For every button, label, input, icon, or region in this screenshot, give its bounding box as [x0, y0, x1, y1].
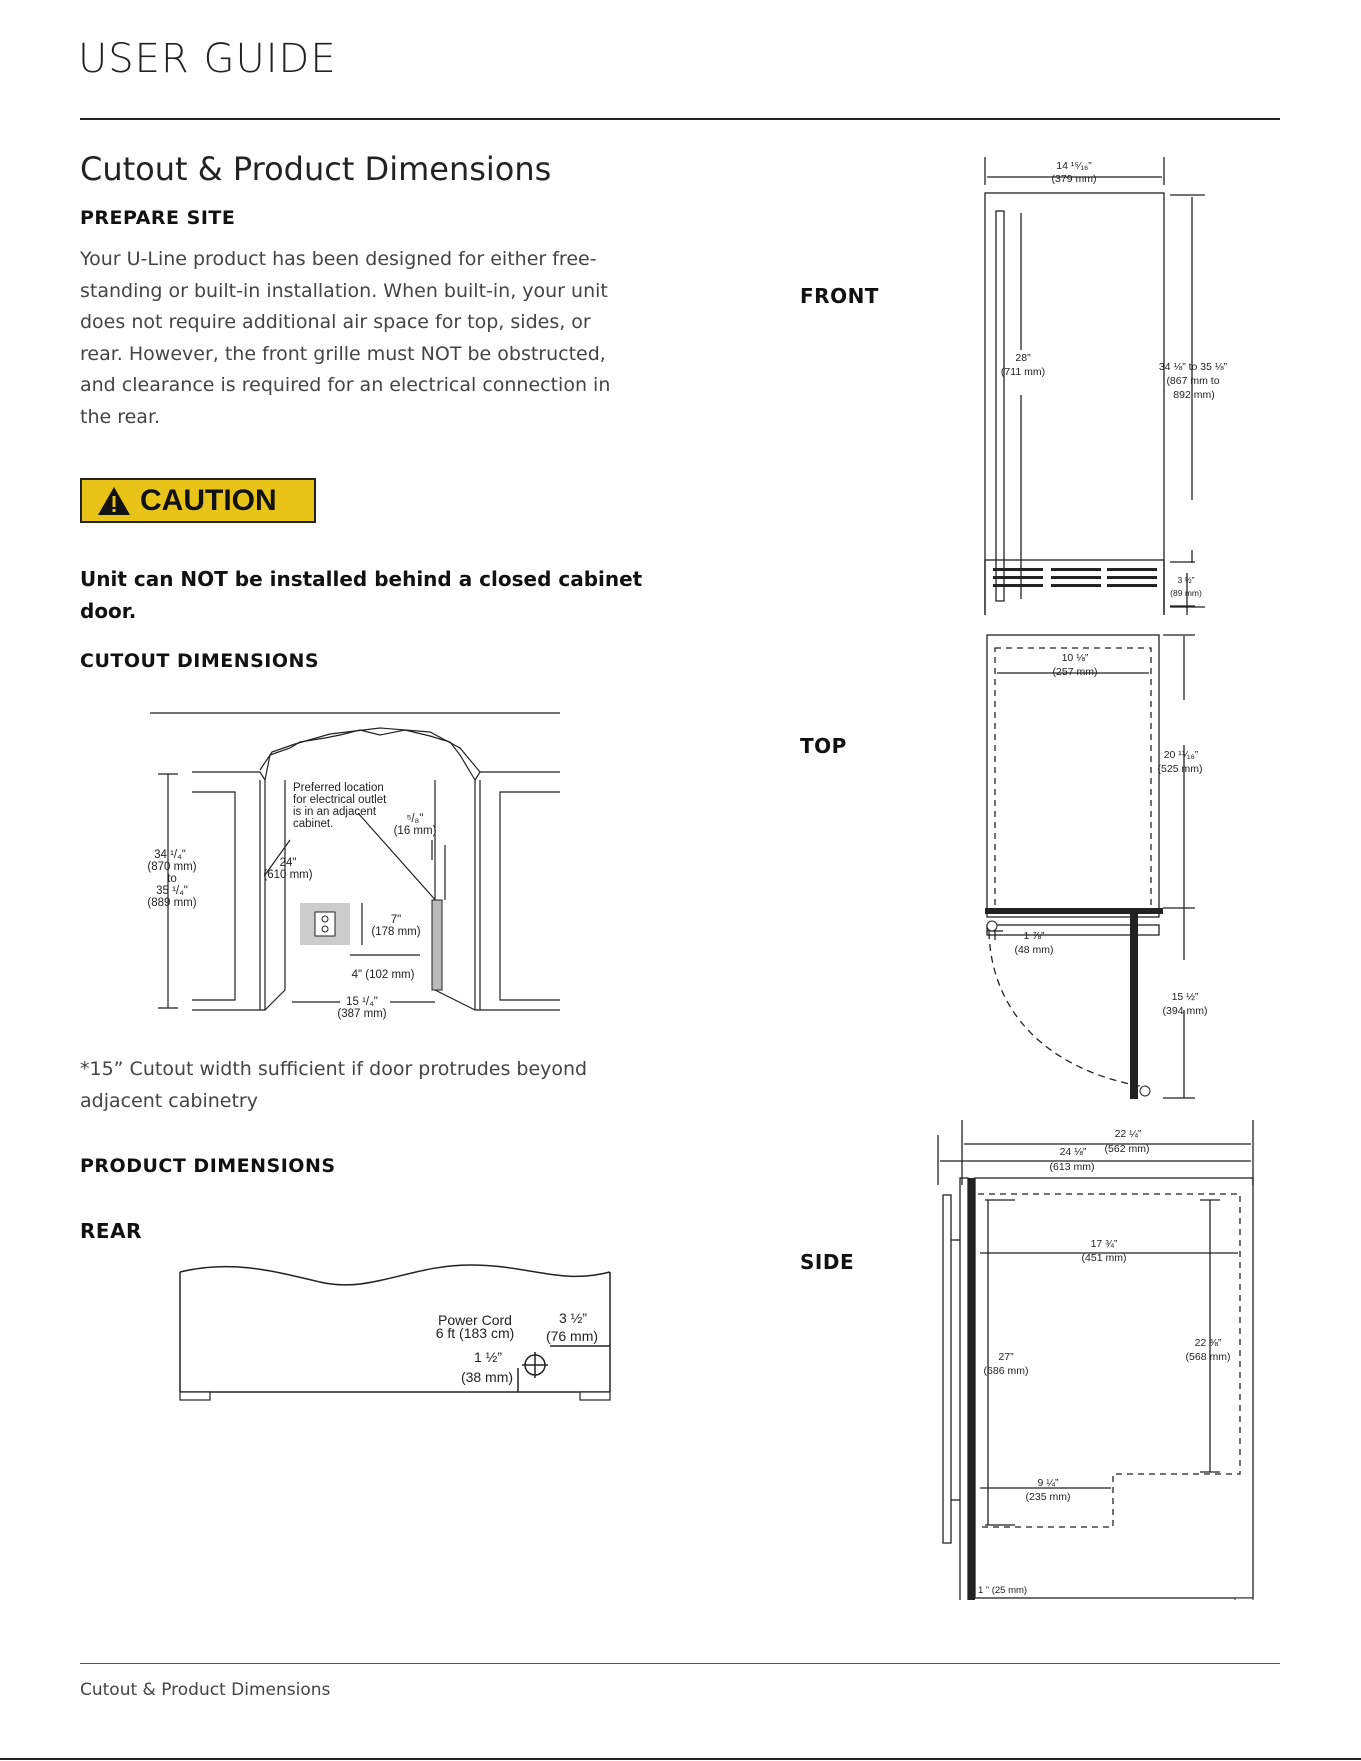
outlet-height-text: (178 mm)	[371, 926, 421, 938]
top-hinge-text: (48 mm)	[1014, 944, 1054, 956]
prepare-site-paragraph	[80, 244, 620, 433]
caution-message-line: door.	[80, 599, 137, 623]
paragraph-line: rear. However, the front grille must NOT be obstructed,	[80, 342, 606, 365]
rear-view-diagram	[170, 1260, 620, 1410]
rear-height-text: 1 ½”	[473, 1349, 503, 1365]
footer-text: Cutout & Product Dimensions	[80, 1680, 331, 1700]
front-height-text: 34 ⅛” to 35 ⅛”	[1158, 361, 1228, 373]
front-handle-text: (711 mm)	[1000, 366, 1046, 378]
caution-banner	[80, 478, 316, 523]
warning-triangle-icon	[96, 485, 132, 517]
paragraph-line: the rear.	[80, 405, 161, 428]
power-cord-text: Power Cord	[438, 1312, 512, 1328]
cutout-height-text: 34 ¹/₄"	[154, 849, 186, 861]
paragraph-line: Your U-Line product has been designed for either free-	[80, 248, 597, 270]
side-depth-text: 22 ¼”	[1114, 1128, 1142, 1140]
front-height-text: 892 mm)	[1173, 389, 1215, 401]
front-width-text: (379 mm)	[1051, 173, 1097, 185]
header-divider	[80, 118, 1280, 120]
side-step-text: 9 ¼”	[1037, 1477, 1059, 1489]
footnote-line: *15” Cutout width sufficient if door protrudes beyond	[80, 1058, 588, 1080]
side-inner-width-text: 17 ¾”	[1090, 1238, 1118, 1250]
outlet-width-text: 4" (102 mm)	[351, 969, 415, 981]
outlet-note-text: is in an adjacent	[293, 806, 377, 818]
side-label: SIDE	[800, 1250, 855, 1274]
front-view-diagram	[975, 155, 1235, 615]
side-inner-height-text: (568 mm)	[1185, 1351, 1231, 1363]
top-swing-text: 15 ½”	[1171, 991, 1199, 1003]
prepare-site-heading: PREPARE SITE	[80, 207, 236, 229]
cutout-width-text: 15 ¹/₄"	[346, 996, 378, 1008]
paragraph-line: standing or built-in installation. When built-in, your unit	[80, 279, 608, 302]
top-label: TOP	[800, 734, 847, 758]
page-edge-rule	[0, 1758, 1361, 1760]
cutout-footnote	[80, 1054, 620, 1117]
power-cord-text: 6 ft (183 cm)	[435, 1325, 515, 1341]
side-depth-text: 24 ⅛”	[1059, 1146, 1087, 1158]
cutout-height-text: 35 ¹/₄"	[156, 885, 188, 897]
caution-message-line: Unit can NOT be installed behind a closed cabinet	[80, 567, 643, 591]
section-title: Cutout & Product Dimensions	[80, 150, 552, 188]
top-swing-text: (394 mm)	[1162, 1005, 1208, 1017]
caution-message	[80, 563, 660, 627]
cutout-height-text: to	[167, 873, 177, 885]
top-inner-text: (257 mm)	[1052, 666, 1098, 678]
cutout-width-text: (387 mm)	[337, 1008, 387, 1020]
outlet-note-text: Preferred location	[293, 782, 384, 794]
page-header-title: USER GUIDE	[78, 36, 337, 82]
front-height-text: (867 mm to	[1166, 375, 1220, 387]
outlet-note-text: for electrical outlet	[293, 794, 387, 806]
cutout-heading: CUTOUT DIMENSIONS	[80, 650, 320, 672]
top-hinge-text: 1 ⅞”	[1023, 930, 1045, 942]
footer-divider	[80, 1663, 1280, 1664]
cutout-depth-text: 24"	[279, 857, 297, 869]
top-depth-text: 20 ¹¹⁄₁₆”	[1163, 749, 1199, 761]
front-grille-text: 3 ½”	[1177, 575, 1195, 585]
cutout-height-text: (889 mm)	[147, 897, 197, 909]
side-door-text: 1 ” (25 mm)	[978, 1585, 1028, 1596]
gap-text: ⁵/₈"	[406, 813, 424, 825]
rear-height-text: (38 mm)	[460, 1369, 514, 1385]
cutout-diagram	[130, 700, 570, 1030]
front-label: FRONT	[800, 284, 879, 308]
side-step-text: (235 mm)	[1025, 1491, 1071, 1503]
product-dimensions-heading: PRODUCT DIMENSIONS	[80, 1155, 336, 1177]
cutout-height-text: (870 mm)	[147, 861, 197, 873]
side-view-diagram	[930, 1110, 1260, 1600]
side-inner-width-text: (451 mm)	[1081, 1252, 1127, 1264]
side-left-height-text: (686 mm)	[983, 1365, 1029, 1377]
outlet-height-text: 7"	[390, 914, 402, 926]
cutout-depth-text: (610 mm)	[263, 869, 313, 881]
caution-label: CAUTION	[140, 483, 277, 517]
side-depth-text: (613 mm)	[1049, 1161, 1095, 1173]
side-depth-text: (562 mm)	[1104, 1143, 1150, 1155]
outlet-note-text: cabinet.	[293, 818, 334, 830]
top-inner-text: 10 ⅛”	[1061, 652, 1089, 664]
front-width-text: 14 ¹⁵⁄₁₆”	[1056, 160, 1092, 172]
gap-text: (16 mm)	[393, 825, 437, 837]
top-depth-text: (525 mm)	[1157, 763, 1203, 775]
paragraph-line: and clearance is required for an electrical connection in	[80, 374, 611, 396]
rear-label: REAR	[80, 1219, 142, 1243]
footnote-line: adjacent cabinetry	[80, 1089, 258, 1112]
front-handle-text: 28”	[1015, 352, 1031, 364]
rear-offset-text: 3 ½”	[558, 1310, 588, 1326]
rear-offset-text: (76 mm)	[545, 1328, 599, 1344]
side-inner-height-text: 22 ⅜”	[1194, 1337, 1222, 1349]
paragraph-line: does not require additional air space for top, sides, or	[80, 311, 591, 333]
front-grille-text: (89 mm)	[1170, 588, 1202, 598]
side-left-height-text: 27”	[998, 1351, 1014, 1363]
top-view-diagram	[975, 630, 1235, 1100]
